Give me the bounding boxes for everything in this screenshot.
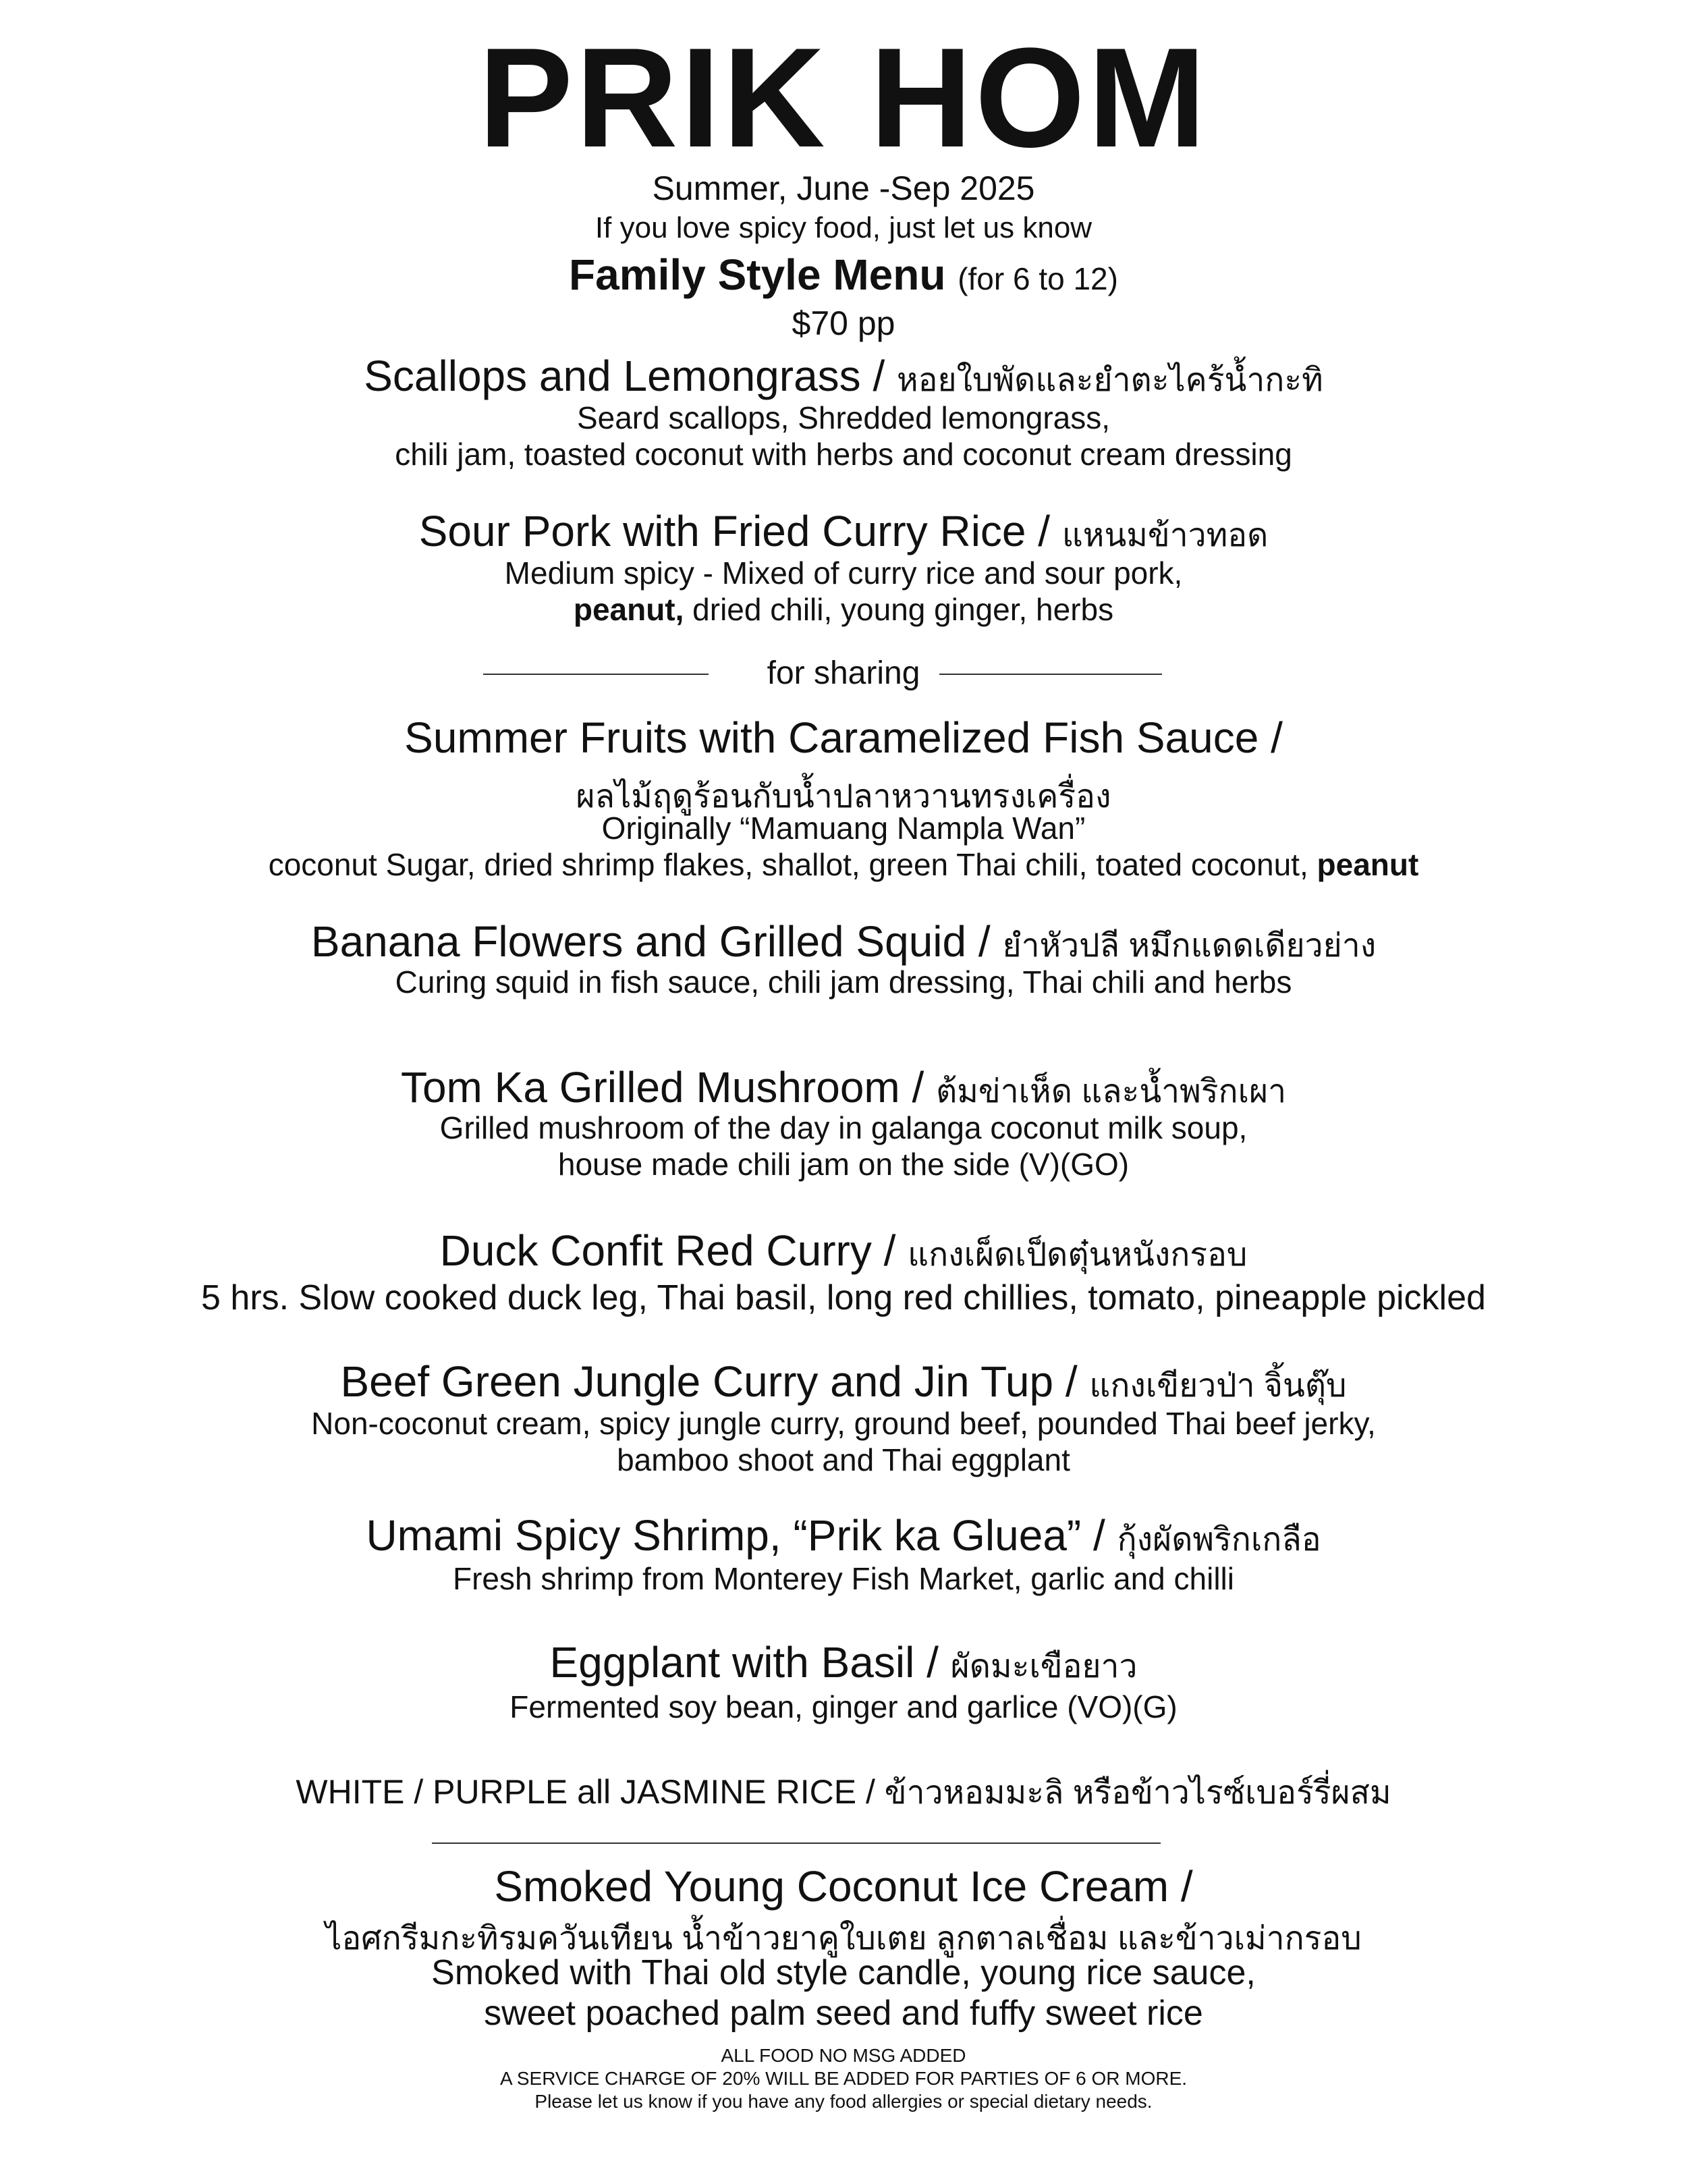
footer-msg: ALL FOOD NO MSG ADDED (721, 2045, 966, 2066)
dish-sour-pork-title (0, 508, 1687, 555)
dish-name: Tom Ka Grilled Mushroom / (400, 1063, 924, 1112)
dish-description-text: coconut Sugar, dried shrimp flakes, shallot, green Thai chili, toated coconut, (268, 847, 1317, 882)
dish-name: Duck Confit Red Curry / (439, 1226, 896, 1275)
dish-description: bamboo shoot and Thai eggplant (617, 1442, 1070, 1477)
dish-description: house made chili jam on the side (V)(GO) (557, 1147, 1130, 1182)
dish-description: Fermented soy bean, ginger and garlice (VO)(G) (509, 1689, 1178, 1724)
dish-thai-name: หอยใบพัดและยำตะไคร้น้ำกะทิ (897, 362, 1323, 398)
allergen-peanut: peanut, (573, 592, 684, 627)
allergen-peanut: peanut (1317, 847, 1419, 882)
price: $70 pp (792, 304, 895, 342)
dish-description: 5 hrs. Slow cooked duck leg, Thai basil, long red chillies, tomato, pineapple pickled (201, 1278, 1486, 1317)
dish-banana-flowers-title (0, 918, 1687, 965)
dish-thai-name: กุ้งผัดพริกเกลือ (1117, 1522, 1321, 1558)
dish-description: Grilled mushroom of the day in galanga coconut milk soup, (439, 1110, 1248, 1145)
dish-name: Sour Pork with Fried Curry Rice / (418, 507, 1051, 555)
divider-right (939, 674, 1162, 675)
dish-thai-name: แหนมข้าวทอด (1061, 518, 1269, 553)
dish-name: Umami Spicy Shrimp, “Prik ka Gluea” / (366, 1511, 1105, 1560)
footer-allergy-note: Please let us know if you have any food allergies or special dietary needs. (534, 2091, 1153, 2112)
spicy-note: If you love spicy food, just let us know (594, 211, 1093, 244)
rice-thai-name: ข้าวหอมมะลิ หรือข้าวไรซ์เบอร์รี่ผสม (884, 1775, 1391, 1811)
dish-summer-fruits-title: Summer Fruits with Caramelized Fish Sauce / (404, 713, 1283, 762)
dish-description-rest: dried chili, young ginger, herbs (684, 592, 1114, 627)
restaurant-title: PRIK HOM (478, 18, 1209, 177)
dish-thai-name: แกงเขียวป่า จิ้นตุ๊บ (1089, 1368, 1347, 1404)
menu-heading (0, 251, 1687, 298)
dish-eggplant-title (0, 1639, 1687, 1686)
dish-description: Curing squid in fish sauce, chili jam dressing, Thai chili and herbs (395, 964, 1292, 1000)
dish-description: chili jam, toasted coconut with herbs and coconut cream dressing (395, 437, 1292, 472)
menu-title: Family Style Menu (569, 250, 946, 299)
dish-description: Seard scallops, Shredded lemongrass, (576, 400, 1111, 435)
dish-description: Fresh shrimp from Monterey Fish Market, garlic and chilli (453, 1561, 1234, 1596)
dish-description: Non-coconut cream, spicy jungle curry, ground beef, pounded Thai beef jerky, (311, 1406, 1376, 1441)
dessert-thai-name: ไอศกรีมกะทิรมควันเทียน น้ำข้าวยาคูใบเตย ลูกตาลเชื่อม และข้าวเม่ากรอบ (325, 1921, 1362, 1957)
dessert-description: Smoked with Thai old style candle, young rice sauce, (431, 1953, 1256, 1992)
dessert-title: Smoked Young Coconut Ice Cream / (494, 1862, 1193, 1911)
dish-description: Medium spicy - Mixed of curry rice and sour pork, (504, 555, 1183, 591)
dessert-description: sweet poached palm seed and fuffy sweet rice (484, 1994, 1203, 2033)
season-line: Summer, June -Sep 2025 (652, 169, 1035, 207)
dish-umami-shrimp-title (0, 1512, 1687, 1559)
for-sharing-label: for sharing (767, 655, 920, 691)
dish-thai-name: แกงเผ็ดเป็ดตุ๋นหนังกรอบ (908, 1237, 1248, 1273)
rice-line (0, 1767, 1687, 1818)
dish-name: Scallops and Lemongrass / (364, 352, 885, 400)
dish-description: Originally “Mamuang Nampla Wan” (601, 811, 1086, 846)
dish-tom-ka-title (0, 1064, 1687, 1111)
menu-note: (for 6 to 12) (958, 261, 1118, 296)
dish-name: Eggplant with Basil / (549, 1638, 939, 1687)
dish-thai-name: ผัดมะเขือยาว (950, 1649, 1138, 1685)
rice-name: WHITE / PURPLE all JASMINE RICE / (296, 1773, 875, 1811)
dish-beef-green-curry-title (0, 1358, 1687, 1405)
dessert-divider (432, 1842, 1161, 1844)
dish-thai-name: ผลไม้ฤดูร้อนกับน้ำปลาหวานทรงเครื่อง (576, 779, 1111, 815)
dish-thai-name: ยำหัวปลี หมึกแดดเดียวย่าง (1002, 928, 1377, 964)
dish-description (0, 593, 1687, 628)
dish-duck-confit-title (0, 1227, 1687, 1274)
dish-name: Beef Green Jungle Curry and Jin Tup / (340, 1357, 1078, 1406)
dish-scallops-title (0, 352, 1687, 400)
footer-service-charge: A SERVICE CHARGE OF 20% WILL BE ADDED FOR PARTIES OF 6 OR MORE. (499, 2068, 1188, 2089)
dish-name: Banana Flowers and Grilled Squid / (310, 917, 991, 966)
dish-thai-name: ต้มข่าเห็ด และน้ำพริกเผา (936, 1074, 1287, 1110)
dish-description (0, 848, 1687, 883)
